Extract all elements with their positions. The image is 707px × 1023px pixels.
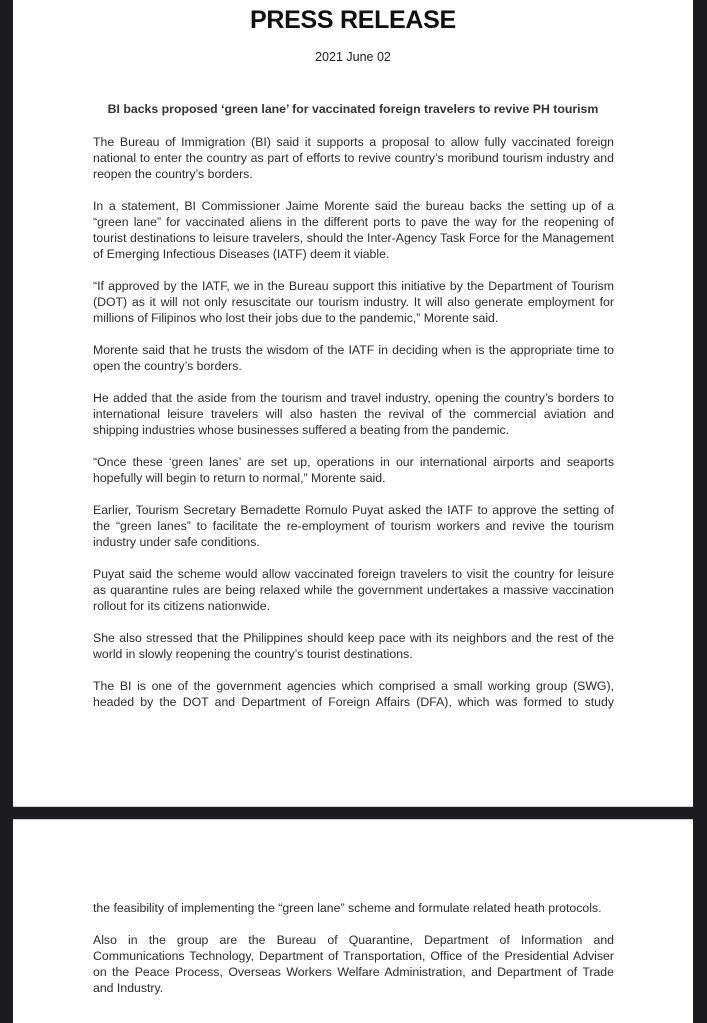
paragraph: The BI is one of the government agencies which comprised a small working group (SWG), headed by the DOT and Department of Foreign Affairs (DFA), which was formed to study	[93, 679, 614, 709]
paragraph: Earlier, Tourism Secretary Bernadette Romulo Puyat asked the IATF to approve the setting of the “green lanes” to facilitate the re-employment of tourism workers and revive the tourism industry under safe conditions.	[93, 503, 614, 549]
paragraph: In a statement, BI Commissioner Jaime Morente said the bureau backs the setting up of a “green lane” for vaccinated aliens in the different ports to pave the way for the reopening of tourist destinations to leisure travelers, should the Inter-Agency Task Force for the Management of Emerging Infectious Diseases (IATF) deem it viable.	[93, 199, 614, 261]
paragraph: “If approved by the IATF, we in the Bureau support this initiative by the Department of Tourism (DOT) as it will not only resuscitate our tourism industry. It will also generate employment for millions of Filipinos who lost their jobs due to the pandemic,” Morente said.	[93, 279, 614, 325]
page-2	[13, 819, 693, 1023]
paragraph: “Once these ‘green lanes’ are set up, operations in our international airports and seaports hopefully will begin to return to normal,” Morente said.	[93, 455, 614, 485]
page-title: PRESS RELEASE	[250, 6, 456, 34]
paragraph: She also stressed that the Philippines should keep pace with its neighbors and the rest of the world in slowly reopening the country’s tourist destinations.	[93, 631, 614, 661]
paragraph: He added that the aside from the tourism and travel industry, opening the country’s borders to international leisure travelers will also hasten the revival of the commercial aviation and shipping industries whose businesses suffered a beating from the pandemic.	[93, 391, 614, 437]
paragraph: Also in the group are the Bureau of Quarantine, Department of Information and Communications Technology, Department of Transportation, Office of the Presidential Adviser on the Peace Process, Overseas Workers Welfare Administration, and Department of Trade and Industry.	[93, 933, 614, 995]
paragraph: the feasibility of implementing the “green lane” scheme and formulate related heath protocols.	[93, 901, 602, 915]
headline: BI backs proposed ‘green lane’ for vaccinated foreign travelers to revive PH tourism	[107, 102, 599, 116]
page-1	[13, 0, 693, 807]
paragraph: The Bureau of Immigration (BI) said it supports a proposal to allow fully vaccinated foreign national to enter the country as part of efforts to revive country’s moribund tourism industry and reopen the country’s borders.	[93, 135, 614, 181]
paragraph: Morente said that he trusts the wisdom of the IATF in deciding when is the appropriate time to open the country’s borders.	[93, 343, 614, 373]
page-2-body	[93, 900, 614, 1012]
release-date: 2021 June 02	[315, 50, 391, 64]
paragraph: Puyat said the scheme would allow vaccinated foreign travelers to visit the country for leisure as quarantine rules are being relaxed while the government undertakes a massive vaccination rollout for its citizens nationwide.	[93, 567, 614, 613]
page-1-body	[93, 134, 614, 726]
